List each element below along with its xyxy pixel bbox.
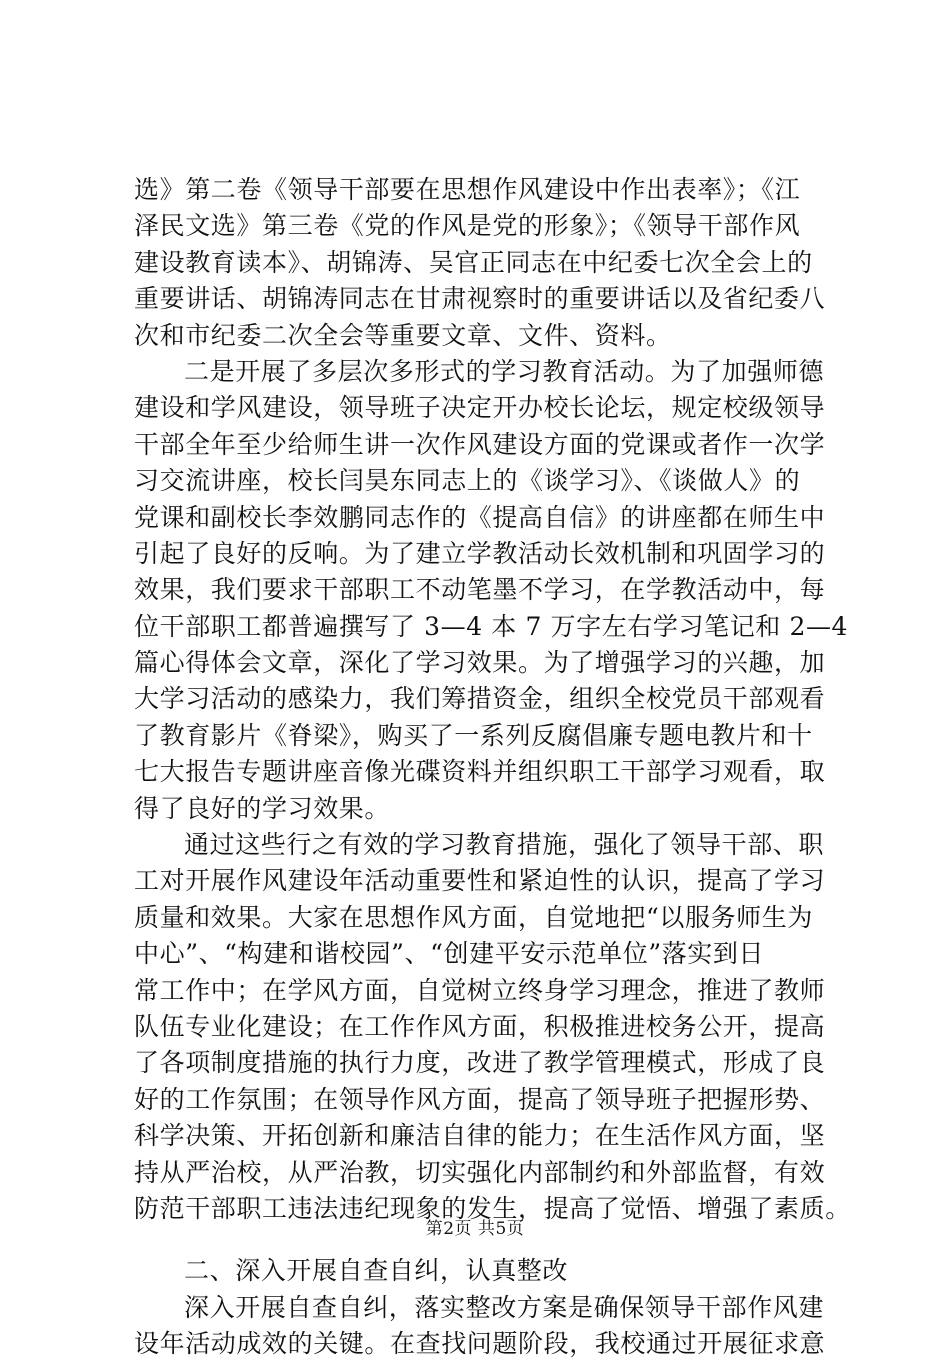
- text-line: 大学习活动的感染力，我们筹措资金，组织全校党员干部观看: [134, 684, 826, 714]
- text-line: 党课和副校长李效鹏同志作的《提高自信》的讲座都在师生中: [134, 502, 826, 532]
- text-line: 了教育影片《脊梁》，购买了一系列反腐倡廉专题电教片和十: [134, 720, 813, 750]
- page-number-footer: 第2页 共5页: [425, 1219, 525, 1239]
- text-line: 选》第二卷《领导干部要在思想作风建设中作出表率》；《江: [134, 175, 801, 204]
- text-line: 工对开展作风建设年活动重要性和紧迫性的认识，提高了学习: [134, 866, 826, 896]
- text-line: 干部全年至少给师生讲一次作风建设方面的党课或者作一次学: [134, 429, 826, 459]
- paragraph-start-line: 通过这些行之有效的学习教育措施，强化了领导干部、职: [184, 830, 825, 860]
- document-body: [134, 172, 851, 1363]
- section-heading: 二、深入开展自查自纠，认真整改: [184, 1256, 569, 1286]
- text-line: 次和市纪委二次全会等重要文章、文件、资料。: [134, 320, 672, 350]
- text-line: 建设和学风建设，领导班子决定开办校长论坛，规定校级领导: [134, 393, 826, 423]
- text-line: 泽民文选》第三卷《党的作风是党的形象》；《领导干部作风: [134, 211, 801, 241]
- text-line: 设年活动成效的关键。在查找问题阶段，我校通过开展征求意: [134, 1329, 826, 1359]
- text-line: 队伍专业化建设；在工作作风方面，积极推进校务公开，提高: [134, 1011, 826, 1041]
- text-line: 好的工作氛围；在领导作风方面，提高了领导班子把握形势、: [134, 1084, 826, 1114]
- text-line: 质量和效果。大家在思想作风方面，自觉地把“以服务师生为: [134, 902, 813, 932]
- text-line: 效果，我们要求干部职工不动笔墨不学习，在学教活动中，每: [134, 575, 826, 605]
- text-line: 中心”、“构建和谐校园”、“创建平安示范单位”落实到日: [134, 939, 765, 969]
- paragraph-start-line: 二是开展了多层次多形式的学习教育活动。为了加强师德: [184, 356, 825, 386]
- text-line: 引起了良好的反响。为了建立学教活动长效机制和巩固学习的: [134, 538, 826, 568]
- text-line: 七大报告专题讲座音像光碟资料并组织职工干部学习观看，取: [134, 757, 826, 787]
- text-line: 位干部职工都普遍撰写了 3—4 本 7 万字左右学习笔记和 2—4: [134, 611, 849, 641]
- paragraph-start-line: 深入开展自查自纠，落实整改方案是确保领导干部作风建: [184, 1292, 825, 1322]
- text-line: 篇心得体会文章，深化了学习效果。为了增强学习的兴趣，加: [134, 648, 826, 678]
- text-line: 了各项制度措施的执行力度，改进了教学管理模式，形成了良: [134, 1048, 826, 1078]
- text-line: 得了良好的学习效果。: [134, 793, 391, 823]
- text-line: 重要讲话、胡锦涛同志在甘肃视察时的重要讲话以及省纪委八: [134, 284, 826, 314]
- text-line: 习交流讲座，校长闫昊东同志上的《谈学习》、《谈做人》的: [134, 466, 801, 496]
- text-line: 建设教育读本》、胡锦涛、吴官正同志在中纪委七次全会上的: [134, 247, 813, 277]
- text-line: 持从严治校，从严治教，切实强化内部制约和外部监督，有效: [134, 1157, 826, 1187]
- text-line: 科学决策、开拓创新和廉洁自律的能力；在生活作风方面，坚: [134, 1121, 826, 1151]
- text-line: 常工作中；在学风方面，自觉树立终身学习理念，推进了教师: [134, 975, 826, 1005]
- text-line: 防范干部职工违法违纪现象的发生，提高了觉悟、增强了素质。: [134, 1193, 851, 1223]
